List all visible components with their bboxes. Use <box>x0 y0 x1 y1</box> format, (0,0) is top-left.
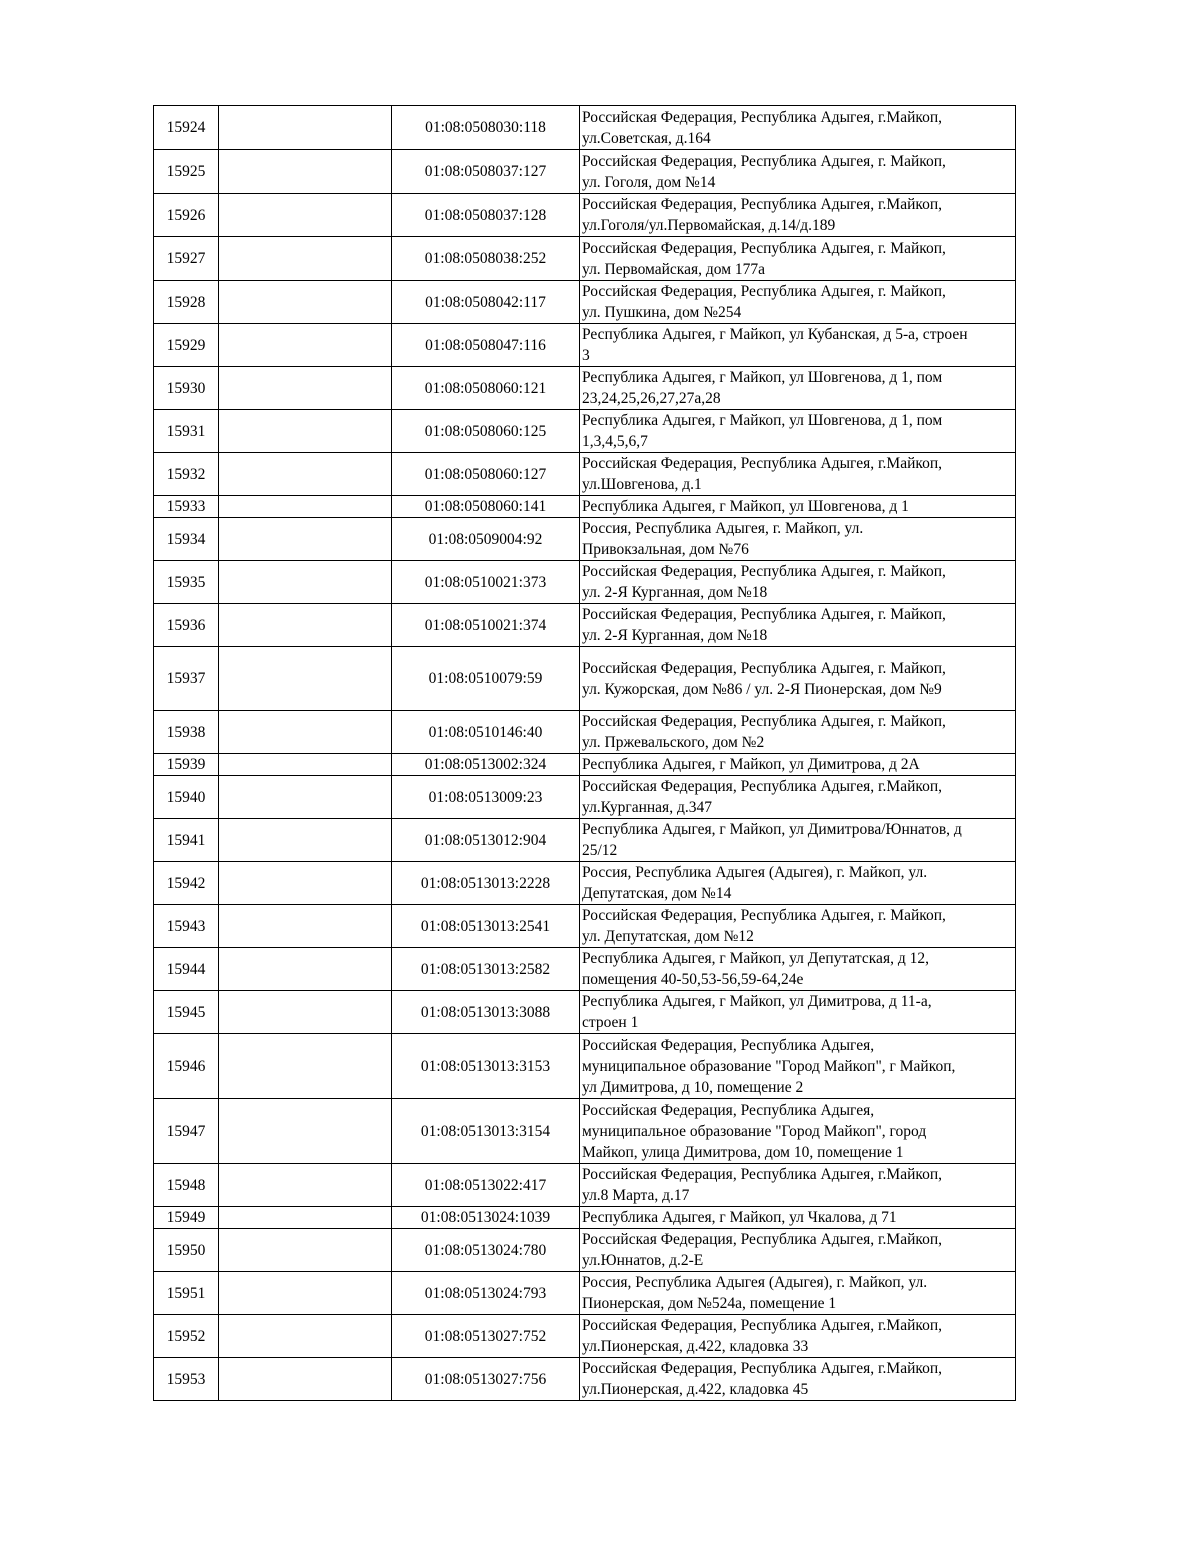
row-number-cell: 15952 <box>154 1315 219 1358</box>
address-cell: Российская Федерация, Республика Адыгея, г. Майкоп, ул. Гоголя, дом №14 <box>580 150 1016 194</box>
cadastral-number-cell: 01:08:0513013:2541 <box>392 905 580 948</box>
empty-cell <box>219 604 392 647</box>
row-number-cell: 15929 <box>154 324 219 367</box>
address-cell: Республика Адыгея, г Майкоп, ул Депутатская, д 12, помещения 40-50,53-56,59-64,24е <box>580 948 1016 991</box>
table-row <box>154 905 1016 948</box>
row-number-cell: 15947 <box>154 1099 219 1164</box>
empty-cell <box>219 819 392 862</box>
table-row <box>154 453 1016 496</box>
address-cell: Российская Федерация, Республика Адыгея, г. Майкоп, ул. Пржевальского, дом №2 <box>580 711 1016 754</box>
table-row <box>154 1358 1016 1401</box>
table-row <box>154 281 1016 324</box>
table-row <box>154 194 1016 237</box>
address-cell: Российская Федерация, Республика Адыгея, г.Майкоп, ул.Шовгенова, д.1 <box>580 453 1016 496</box>
cadastral-number-cell: 01:08:0510079:59 <box>392 647 580 711</box>
cadastral-number-cell: 01:08:0513027:756 <box>392 1358 580 1401</box>
cadastral-number-cell: 01:08:0509004:92 <box>392 518 580 561</box>
empty-cell <box>219 862 392 905</box>
empty-cell <box>219 1099 392 1164</box>
cadastral-number-cell: 01:08:0513024:1039 <box>392 1207 580 1229</box>
row-number-cell: 15936 <box>154 604 219 647</box>
address-cell: Российская Федерация, Республика Адыгея, муниципальное образование "Город Майкоп", город Майкоп, улица Димитрова, дом 10, помещение 1 <box>580 1099 1016 1164</box>
address-cell: Республика Адыгея, г Майкоп, ул Шовгенова, д 1, пом 23,24,25,26,27,27а,28 <box>580 367 1016 410</box>
row-number-cell: 15935 <box>154 561 219 604</box>
address-cell: Российская Федерация, Республика Адыгея, г.Майкоп, ул.Юннатов, д.2-Е <box>580 1229 1016 1272</box>
address-cell: Российская Федерация, Республика Адыгея, г.Майкоп, ул.Пионерская, д.422, кладовка 33 <box>580 1315 1016 1358</box>
empty-cell <box>219 1315 392 1358</box>
table-row <box>154 948 1016 991</box>
address-cell: Российская Федерация, Республика Адыгея, муниципальное образование "Город Майкоп", г Майкоп, ул Димитрова, д 10, помещение 2 <box>580 1034 1016 1099</box>
row-number-cell: 15926 <box>154 194 219 237</box>
empty-cell <box>219 991 392 1034</box>
row-number-cell: 15940 <box>154 776 219 819</box>
cadastral-number-cell: 01:08:0510146:40 <box>392 711 580 754</box>
table-row <box>154 991 1016 1034</box>
cadastral-number-cell: 01:08:0513013:3088 <box>392 991 580 1034</box>
row-number-cell: 15931 <box>154 410 219 453</box>
cadastral-number-cell: 01:08:0513024:793 <box>392 1272 580 1315</box>
table-row <box>154 1034 1016 1099</box>
cadastral-number-cell: 01:08:0508030:118 <box>392 106 580 150</box>
table-row <box>154 1272 1016 1315</box>
table-row <box>154 324 1016 367</box>
empty-cell <box>219 1229 392 1272</box>
empty-cell <box>219 367 392 410</box>
table-row <box>154 561 1016 604</box>
table-row <box>154 367 1016 410</box>
empty-cell <box>219 518 392 561</box>
row-number-cell: 15942 <box>154 862 219 905</box>
table-row <box>154 237 1016 281</box>
empty-cell <box>219 324 392 367</box>
cadastral-number-cell: 01:08:0510021:374 <box>392 604 580 647</box>
empty-cell <box>219 1164 392 1207</box>
empty-cell <box>219 281 392 324</box>
table-row <box>154 410 1016 453</box>
row-number-cell: 15943 <box>154 905 219 948</box>
address-cell: Республика Адыгея, г Майкоп, ул Димитрова, д 2А <box>580 754 1016 776</box>
address-cell: Республика Адыгея, г Майкоп, ул Шовгенова, д 1, пом 1,3,4,5,6,7 <box>580 410 1016 453</box>
empty-cell <box>219 1207 392 1229</box>
cadastral-number-cell: 01:08:0508060:141 <box>392 496 580 518</box>
row-number-cell: 15944 <box>154 948 219 991</box>
address-cell: Российская Федерация, Республика Адыгея, г. Майкоп, ул. Первомайская, дом 177а <box>580 237 1016 281</box>
table-row <box>154 711 1016 754</box>
address-cell: Республика Адыгея, г Майкоп, ул Димитрова/Юннатов, д 25/12 <box>580 819 1016 862</box>
address-cell: Российская Федерация, Республика Адыгея, г.Майкоп, ул.Советская, д.164 <box>580 106 1016 150</box>
table-row <box>154 819 1016 862</box>
row-number-cell: 15928 <box>154 281 219 324</box>
row-number-cell: 15948 <box>154 1164 219 1207</box>
row-number-cell: 15930 <box>154 367 219 410</box>
row-number-cell: 15953 <box>154 1358 219 1401</box>
table-row <box>154 518 1016 561</box>
cadastral-number-cell: 01:08:0510021:373 <box>392 561 580 604</box>
row-number-cell: 15927 <box>154 237 219 281</box>
cadastral-number-cell: 01:08:0513022:417 <box>392 1164 580 1207</box>
cadastral-number-cell: 01:08:0508038:252 <box>392 237 580 281</box>
cadastral-number-cell: 01:08:0508060:125 <box>392 410 580 453</box>
cadastral-number-cell: 01:08:0513002:324 <box>392 754 580 776</box>
address-cell: Республика Адыгея, г Майкоп, ул Чкалова, д 71 <box>580 1207 1016 1229</box>
address-cell: Российская Федерация, Республика Адыгея, г.Майкоп, ул.Курганная, д.347 <box>580 776 1016 819</box>
table-row <box>154 604 1016 647</box>
cadastral-number-cell: 01:08:0508060:121 <box>392 367 580 410</box>
row-number-cell: 15945 <box>154 991 219 1034</box>
empty-cell <box>219 453 392 496</box>
cadastral-number-cell: 01:08:0508042:117 <box>392 281 580 324</box>
row-number-cell: 15925 <box>154 150 219 194</box>
address-cell: Россия, Республика Адыгея (Адыгея), г. Майкоп, ул. Депутатская, дом №14 <box>580 862 1016 905</box>
address-cell: Российская Федерация, Республика Адыгея, г.Майкоп, ул.Гоголя/ул.Первомайская, д.14/д.189 <box>580 194 1016 237</box>
empty-cell <box>219 106 392 150</box>
table-row <box>154 1315 1016 1358</box>
address-cell: Российская Федерация, Республика Адыгея, г. Майкоп, ул. Пушкина, дом №254 <box>580 281 1016 324</box>
empty-cell <box>219 905 392 948</box>
row-number-cell: 15950 <box>154 1229 219 1272</box>
table-row <box>154 1229 1016 1272</box>
table-row <box>154 1207 1016 1229</box>
address-cell: Российская Федерация, Республика Адыгея, г. Майкоп, ул. 2-Я Курганная, дом №18 <box>580 561 1016 604</box>
row-number-cell: 15946 <box>154 1034 219 1099</box>
row-number-cell: 15933 <box>154 496 219 518</box>
table-row <box>154 496 1016 518</box>
empty-cell <box>219 150 392 194</box>
address-cell: Российская Федерация, Республика Адыгея, г.Майкоп, ул.8 Марта, д.17 <box>580 1164 1016 1207</box>
row-number-cell: 15941 <box>154 819 219 862</box>
row-number-cell: 15949 <box>154 1207 219 1229</box>
cadastral-number-cell: 01:08:0513013:3153 <box>392 1034 580 1099</box>
row-number-cell: 15937 <box>154 647 219 711</box>
row-number-cell: 15939 <box>154 754 219 776</box>
empty-cell <box>219 754 392 776</box>
address-cell: Россия, Республика Адыгея (Адыгея), г. Майкоп, ул. Пионерская, дом №524а, помещение 1 <box>580 1272 1016 1315</box>
empty-cell <box>219 1272 392 1315</box>
table-row <box>154 1164 1016 1207</box>
registry-table <box>153 105 1016 1401</box>
table-row <box>154 862 1016 905</box>
empty-cell <box>219 1358 392 1401</box>
cadastral-number-cell: 01:08:0513009:23 <box>392 776 580 819</box>
table-row <box>154 776 1016 819</box>
table-row <box>154 754 1016 776</box>
row-number-cell: 15951 <box>154 1272 219 1315</box>
row-number-cell: 15924 <box>154 106 219 150</box>
empty-cell <box>219 711 392 754</box>
empty-cell <box>219 948 392 991</box>
cadastral-number-cell: 01:08:0513013:2228 <box>392 862 580 905</box>
empty-cell <box>219 561 392 604</box>
address-cell: Российская Федерация, Республика Адыгея, г.Майкоп, ул.Пионерская, д.422, кладовка 45 <box>580 1358 1016 1401</box>
table-row <box>154 150 1016 194</box>
table-row <box>154 647 1016 711</box>
cadastral-number-cell: 01:08:0508060:127 <box>392 453 580 496</box>
row-number-cell: 15938 <box>154 711 219 754</box>
empty-cell <box>219 410 392 453</box>
address-cell: Российская Федерация, Республика Адыгея, г. Майкоп, ул. Кужорская, дом №86 / ул. 2-Я Пионерская, дом №9 <box>580 647 1016 711</box>
row-number-cell: 15932 <box>154 453 219 496</box>
empty-cell <box>219 237 392 281</box>
cadastral-number-cell: 01:08:0508037:128 <box>392 194 580 237</box>
row-number-cell: 15934 <box>154 518 219 561</box>
cadastral-number-cell: 01:08:0513024:780 <box>392 1229 580 1272</box>
cadastral-number-cell: 01:08:0513012:904 <box>392 819 580 862</box>
empty-cell <box>219 496 392 518</box>
empty-cell <box>219 194 392 237</box>
table-body <box>154 106 1016 1401</box>
empty-cell <box>219 1034 392 1099</box>
address-cell: Республика Адыгея, г Майкоп, ул Шовгенова, д 1 <box>580 496 1016 518</box>
empty-cell <box>219 647 392 711</box>
address-cell: Российская Федерация, Республика Адыгея, г. Майкоп, ул. 2-Я Курганная, дом №18 <box>580 604 1016 647</box>
cadastral-number-cell: 01:08:0513013:3154 <box>392 1099 580 1164</box>
table-row <box>154 106 1016 150</box>
address-cell: Республика Адыгея, г Майкоп, ул Димитрова, д 11-а, строен 1 <box>580 991 1016 1034</box>
address-cell: Республика Адыгея, г Майкоп, ул Кубанская, д 5-а, строен 3 <box>580 324 1016 367</box>
cadastral-number-cell: 01:08:0508037:127 <box>392 150 580 194</box>
cadastral-number-cell: 01:08:0508047:116 <box>392 324 580 367</box>
table-row <box>154 1099 1016 1164</box>
empty-cell <box>219 776 392 819</box>
address-cell: Российская Федерация, Республика Адыгея, г. Майкоп, ул. Депутатская, дом №12 <box>580 905 1016 948</box>
cadastral-number-cell: 01:08:0513013:2582 <box>392 948 580 991</box>
cadastral-number-cell: 01:08:0513027:752 <box>392 1315 580 1358</box>
address-cell: Россия, Республика Адыгея, г. Майкоп, ул. Привокзальная, дом №76 <box>580 518 1016 561</box>
